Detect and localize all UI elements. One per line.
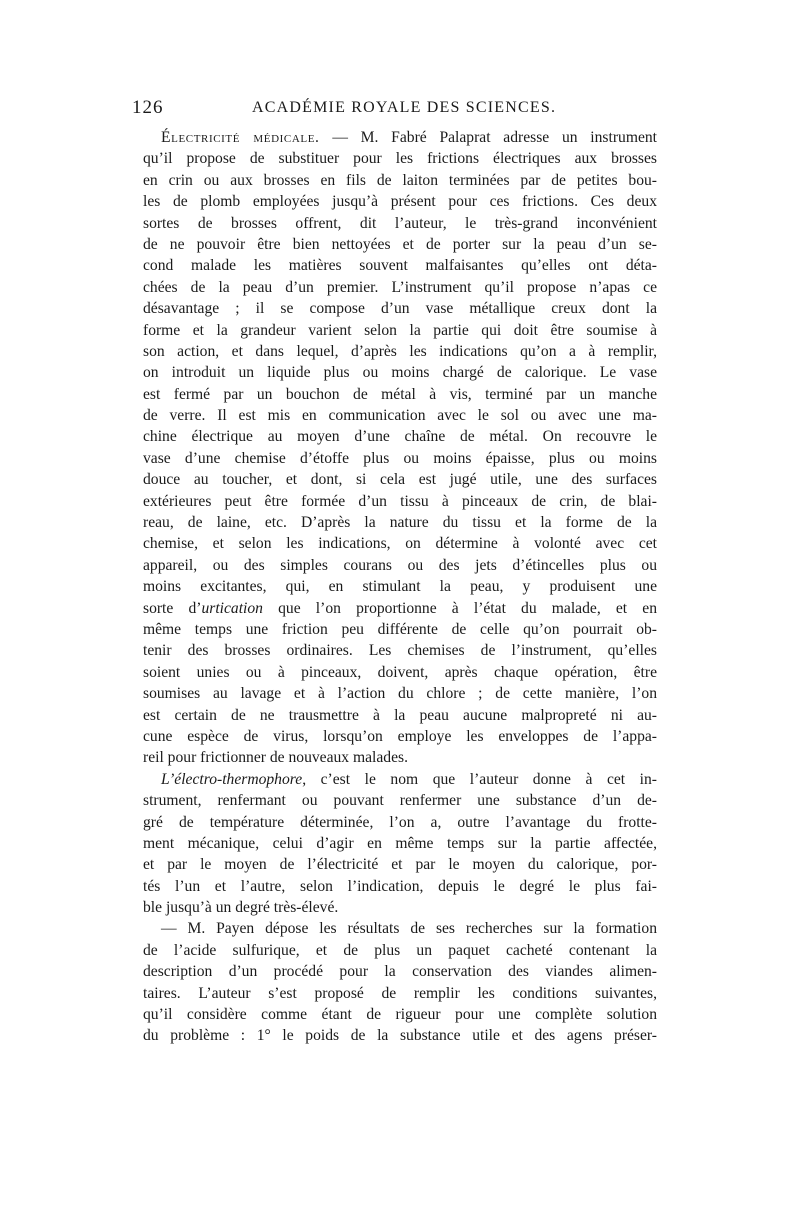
text-line: même temps une friction peu différente de celle qu’on pourrait ob- [143, 620, 657, 638]
text-line: les de plomb employées jusqu’à présent pour ces frictions. Ces deux [143, 193, 657, 211]
text-line: soumises au lavage et à l’action du chlore ; de cette manière, l’on [143, 685, 657, 703]
text-line: extérieures peut être formée d’un tissu à pinceaux de crin, de blai- [143, 492, 657, 510]
text-line: qu’il propose de substituer pour les frictions électriques aux brosses [143, 150, 657, 168]
italic-term: L’électro-thermophore [161, 770, 303, 788]
text-line: cune espèce de virus, lorsqu’on employe les enveloppes de l’appa- [143, 727, 657, 745]
body-text [143, 127, 657, 1047]
text-line: vase d’une chemise d’étoffe plus ou moins épaisse, plus ou moins [143, 449, 657, 467]
text-line: et par le moyen de l’électricité et par le moyen du calorique, por- [143, 856, 657, 874]
text-line: reil pour frictionner de nouveaux malades. [143, 749, 408, 767]
text-line: tenir des brosses ordinaires. Les chemises de l’instrument, qu’elles [143, 642, 657, 660]
text-line: on introduit un liquide plus ou moins chargé de calorique. Le vase [143, 364, 657, 382]
electro-thermophore-line: L’électro-thermophore, c’est le nom que l’auteur donne à cet in- [161, 770, 657, 788]
text-line: de ne pouvoir être bien nettoyées et de porter sur la peau d’un se- [143, 235, 657, 253]
page-header [132, 97, 656, 123]
text-line: désavantage ; il se compose d’un vase métallique creux dont la [143, 300, 657, 318]
text-line: est certain de ne trausmettre à la peau aucune malpropreté ni au- [143, 706, 657, 724]
section-heading: Électricité médicale. [161, 129, 320, 146]
text-line: taires. L’auteur s’est proposé de remplir les conditions suivantes, [143, 984, 657, 1002]
text-line: ble jusqu’à un degré très-élevé. [143, 899, 339, 917]
text-line: reau, de laine, etc. D’après la nature du tissu et la forme de la [143, 514, 657, 532]
text-line: Électricité médicale. — M. Fabré Palaprat adresse un instrument [161, 129, 657, 146]
text-line: de verre. Il est mis en communication avec le sol ou avec une ma- [143, 407, 657, 425]
text-line: qu’il considère comme étant de rigueur pour une complète solution [143, 1006, 657, 1024]
text-line: gré de température déterminée, l’on a, outre l’avantage du frotte- [143, 813, 657, 831]
text-line: cond malade les matières souvent malfaisantes qu’elles ont déta- [143, 257, 657, 275]
text-line: description d’un procédé pour la conservation des viandes alimen- [143, 963, 657, 981]
text-line: de l’acide sulfurique, et de plus un paquet cacheté contenant la [143, 941, 657, 959]
text-line: douce au toucher, et dont, si cela est jugé utile, une des surfaces [143, 471, 657, 489]
text-line: chées de la peau d’un premier. L’instrument qu’il propose n’apas ce [143, 278, 657, 296]
text-line: appareil, ou des simples courans ou des jets d’étincelles plus ou [143, 556, 657, 574]
text-line: forme et la grandeur varient selon la partie qui doit être soumise à [143, 321, 657, 339]
text-line [143, 769, 657, 790]
text-line: son action, et dans lequel, d’après les indications qu’on a à remplir, [143, 342, 657, 360]
text-line: chine électrique au moyen d’une chaîne de métal. On recouvre le [143, 428, 657, 446]
text-line: sortes de brosses offrent, dit l’auteur, le très-grand inconvénient [143, 214, 657, 232]
text-line: moins excitantes, qui, en stimulant la peau, y produisent une [143, 578, 657, 596]
text-line: — M. Payen dépose les résultats de ses recherches sur la formation [161, 920, 657, 938]
text-line: soient unies ou à pinceaux, doivent, après chaque opération, être [143, 663, 657, 681]
text-line: strument, renfermant ou pouvant renfermer une substance d’un de- [143, 792, 657, 810]
text-line: ment mécanique, celui d’agir en même temps sur la partie affectée, [143, 834, 657, 852]
text-line: tés l’un et l’autre, selon l’indication, depuis le degré le plus fai- [143, 877, 657, 895]
text-line: chemise, et selon les indications, on détermine à volonté avec cet [143, 535, 657, 553]
text-line: du problème : 1° le poids de la substance utile et des agens préser- [143, 1027, 657, 1045]
urtication-line: sorte d’urtication que l’on proportionne à l’état du malade, et en [143, 599, 658, 617]
italic-term: urtication [201, 599, 263, 617]
text-line [143, 598, 657, 619]
text-line: est fermé par un bouchon de métal à vis, terminé par un manche [143, 385, 657, 403]
page-number: 126 [132, 97, 164, 118]
text-line: en crin ou aux brosses en fils de laiton terminées par de petites bou- [143, 171, 657, 189]
running-head: ACADÉMIE ROYALE DES SCIENCES. [252, 99, 557, 116]
